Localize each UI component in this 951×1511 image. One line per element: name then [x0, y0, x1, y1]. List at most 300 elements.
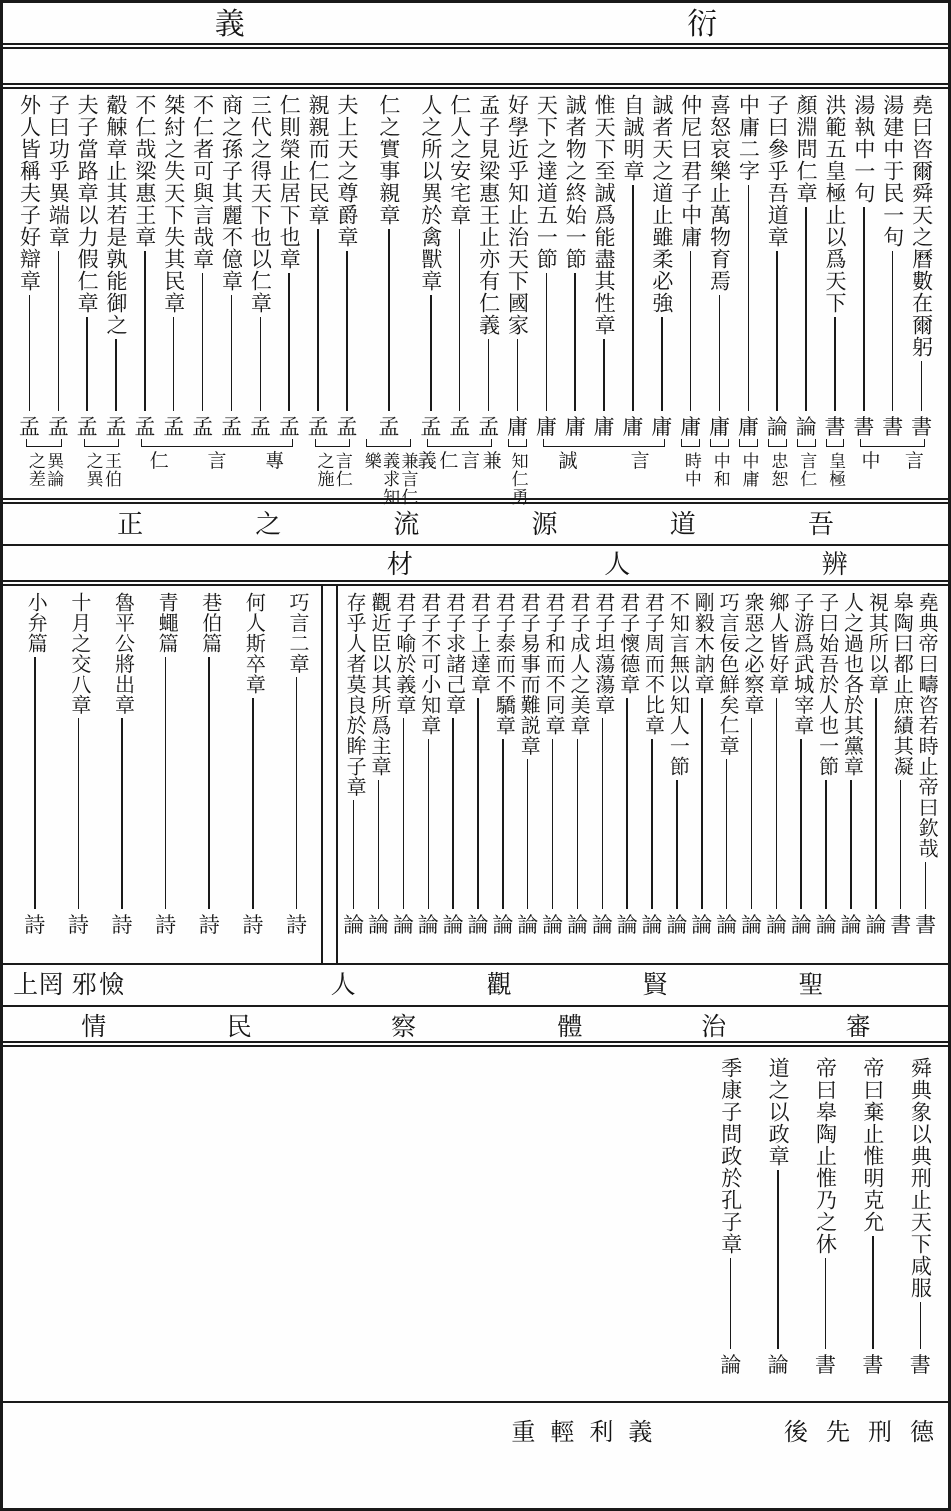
band-char: 衍 [687, 8, 718, 41]
connector-line [502, 739, 504, 910]
group-label: 時中 [681, 452, 701, 488]
group-label: 言仁 [797, 452, 817, 488]
connector-line [552, 739, 554, 910]
chapter-column [821, 94, 850, 439]
chapter-column [275, 94, 304, 439]
source-label: 論 [840, 913, 862, 937]
source-label: 論 [343, 913, 365, 937]
chapter-column [275, 592, 319, 937]
source-label: 詩 [155, 913, 177, 937]
connector-line [517, 339, 519, 411]
chapter-column [714, 592, 739, 937]
group-label [130, 449, 303, 509]
source-label: 書 [882, 415, 904, 439]
source-label: 庸 [593, 415, 615, 439]
chapter-title: 青蠅篇 [155, 592, 178, 654]
connector-line [546, 273, 548, 411]
connector-line [477, 698, 479, 910]
band-char: 刑 [868, 1420, 892, 1446]
group-label-char: 仁 [149, 451, 169, 472]
connector-line [676, 780, 678, 910]
source-label: 孟 [163, 415, 185, 439]
chapter-column [640, 592, 665, 937]
group-bracket [860, 439, 925, 447]
chapter-title: 湯執中一句 [851, 94, 876, 204]
band-char: 道 [669, 510, 696, 539]
chapter-title: 夫上天之尊爵章 [334, 94, 359, 248]
band-char: 民 [226, 1014, 252, 1041]
chapter-title: 湯建中于民一句 [880, 94, 905, 248]
source-label: 庸 [709, 415, 730, 439]
chapter-column [913, 592, 938, 937]
source-label: 論 [566, 913, 588, 937]
source-label: 孟 [478, 415, 500, 439]
connector-line [353, 800, 355, 909]
group-label-char: 專 [265, 451, 285, 472]
section-xian-xie-poems [13, 586, 318, 963]
connector-line [751, 718, 753, 909]
chapter-title: 惟天下至誠爲能盡其性章 [592, 94, 617, 336]
band-char: 先 [826, 1420, 850, 1446]
header-row-sheng-xian-guan-ren [3, 965, 948, 1007]
chapter-title: 夫子當路章以力假仁章 [75, 94, 100, 314]
connector-line [34, 657, 36, 910]
chapter-title: 親親而仁民章 [306, 94, 331, 226]
chapter-column [664, 592, 689, 937]
source-label: 論 [720, 1353, 742, 1377]
chapter-title: 好學近乎知止治天下國家 [505, 94, 530, 336]
source-label: 書 [862, 1353, 884, 1377]
source-label: 庸 [737, 415, 759, 439]
group-bracket [826, 439, 845, 447]
chapter-column [676, 94, 705, 439]
connector-line [863, 207, 865, 411]
source-label: 詩 [67, 913, 89, 937]
blank-band [3, 49, 948, 89]
chapter-title: 不仁哉梁惠王章 [132, 94, 157, 248]
connector-line [202, 273, 204, 411]
chapter-title: 帝曰棄止惟明克允 [860, 1057, 885, 1233]
connector-line [748, 185, 750, 411]
section-de-xing-chapters [707, 1057, 944, 1377]
chapter-column [734, 94, 763, 439]
source-label: 孟 [192, 415, 214, 439]
band-char: 憸 [99, 972, 125, 999]
chapter-title: 君子成人之美章 [566, 592, 589, 736]
source-label: 論 [616, 913, 638, 937]
source-label: 孟 [76, 415, 98, 439]
chapter-title: 君子坦蕩蕩章 [591, 592, 614, 715]
header-row-bian-ren-cai [3, 546, 948, 586]
chapter-column [416, 94, 445, 439]
source-label: 詩 [285, 913, 307, 937]
footer-yi-li-qing-zhong [511, 1421, 652, 1445]
header-row-shen-zhi-ti-cha-min-qing [3, 1007, 948, 1047]
chapter-column [391, 592, 416, 937]
source-label: 論 [492, 913, 514, 937]
chapter-column [188, 94, 217, 439]
chapter-column [707, 1057, 754, 1377]
chapter-title: 堯典帝曰疇咨若時止帝曰欽哉 [915, 592, 938, 859]
band-char: 人 [330, 972, 356, 999]
source-label: 庸 [622, 415, 644, 439]
connector-line [719, 295, 721, 411]
connector-line [459, 229, 461, 411]
source-label: 孟 [278, 415, 300, 439]
band-char: 賢 [642, 972, 668, 999]
connector-line [825, 1258, 827, 1349]
section-sage-observation-chapters [341, 586, 938, 963]
source-label: 孟 [378, 415, 400, 439]
source-label: 孟 [449, 415, 471, 439]
chapter-title: 自誠明章 [620, 94, 645, 182]
group-bracket [141, 439, 292, 447]
band-char: 上 [13, 972, 39, 999]
source-label: 論 [815, 913, 837, 937]
connector-line [626, 698, 628, 910]
band-char: 正 [117, 510, 144, 539]
group-label: 異論之差 [25, 452, 64, 488]
source-label: 論 [392, 913, 414, 937]
group-bracket [315, 439, 351, 447]
chapter-column [849, 94, 878, 439]
band-char: 輕 [550, 1420, 575, 1446]
source-label: 書 [915, 913, 937, 937]
chapter-title: 皋陶曰都止庶績其凝 [890, 592, 913, 777]
group-label [416, 449, 503, 509]
band-char: 義 [628, 1420, 653, 1446]
connector-line [920, 1302, 922, 1349]
chapter-title: 誠者天之道止雖柔必強 [649, 94, 674, 314]
group-label-char: 中 [861, 451, 881, 472]
chapter-column [618, 94, 647, 439]
chapter-column [849, 1057, 896, 1377]
source-label: 論 [766, 415, 788, 439]
source-label: 孟 [249, 415, 271, 439]
chapter-title: 衆惡之必察章 [741, 592, 763, 715]
connector-line [875, 698, 877, 910]
chapter-title: 帝曰皋陶止惟乃之休 [813, 1057, 838, 1255]
group-bracket [427, 439, 492, 447]
group-bracket [739, 439, 758, 447]
source-label: 庸 [506, 415, 528, 439]
chapter-column [863, 592, 888, 937]
band-char: 罔 [38, 972, 64, 999]
source-label: 書 [890, 913, 912, 937]
chapter-title: 鄉人皆好章 [765, 592, 788, 695]
group-label-char: 言 [207, 451, 227, 472]
section-observing-people-chapters [3, 586, 948, 965]
band-char: 治 [701, 1014, 727, 1041]
source-label: 書 [909, 1353, 931, 1377]
chapter-column [474, 94, 503, 439]
chapter-column [814, 592, 839, 937]
connector-line [776, 698, 778, 910]
chapter-column [187, 592, 231, 937]
source-label: 論 [591, 913, 613, 937]
chapter-column [689, 592, 714, 937]
chapter-column [441, 592, 466, 937]
band-char: 觀 [486, 972, 512, 999]
chapter-title: 天下之達道五一節 [534, 94, 559, 270]
chapter-title: 仁人之安宅章 [447, 94, 472, 226]
connector-line [252, 698, 254, 910]
band-char: 之 [255, 510, 282, 539]
band-char: 審 [845, 1014, 871, 1041]
header-row-wu-dao-yuan-liu-zhi-zheng [3, 504, 948, 546]
connector-line [346, 251, 348, 411]
connector-line [800, 739, 802, 910]
chapter-column [231, 592, 275, 937]
page-title [3, 3, 948, 49]
source-label: 論 [865, 913, 887, 937]
section-dao-source-chapters [3, 89, 948, 504]
connector-line [776, 251, 778, 411]
chapter-title: 喜怒哀樂止萬物育焉 [707, 94, 732, 292]
chapter-title: 不知言無以知人一節 [666, 592, 689, 777]
chapter-column [615, 592, 640, 937]
chapter-column [888, 592, 913, 937]
group-label-char: 義 [417, 451, 437, 472]
chapter-column [515, 592, 540, 937]
chapter-title: 商之孫子其麗不億章 [219, 94, 244, 292]
connector-line [115, 339, 117, 411]
group-label-char: 兼 [482, 451, 502, 472]
group-label: 王伯之異 [83, 452, 121, 488]
source-label: 論 [467, 913, 489, 937]
band-char: 重 [511, 1420, 536, 1446]
connector-line [78, 718, 80, 909]
chapter-title: 道之以政章 [766, 1057, 791, 1167]
connector-line [602, 718, 604, 909]
chapter-column [333, 94, 362, 439]
chapter-column [739, 592, 764, 937]
chapter-column [361, 94, 416, 439]
connector-line [260, 317, 262, 411]
connector-line [317, 229, 319, 411]
chapter-column [532, 94, 561, 439]
connector-line [430, 295, 432, 411]
group-bracket [681, 439, 700, 447]
band-char: 義 [214, 8, 245, 41]
connector-line [488, 339, 490, 411]
chapter-column [445, 94, 474, 439]
group-bracket [543, 439, 665, 447]
source-label: 孟 [47, 415, 69, 439]
group-label-char: 言 [461, 451, 481, 472]
group-bracket [26, 439, 62, 447]
connector-line [900, 780, 902, 910]
source-label: 論 [641, 913, 663, 937]
chapter-title: 三代之得天下也以仁章 [248, 94, 273, 314]
chapter-column [100, 592, 144, 937]
connector-line [173, 317, 175, 411]
source-label: 孟 [220, 415, 242, 439]
source-label: 論 [542, 913, 564, 937]
chapter-title: 君子易事而難説章 [517, 592, 540, 756]
connector-line [632, 185, 634, 411]
chapter-title: 誠者物之終始一節 [563, 94, 588, 270]
group-bracket [768, 439, 787, 447]
chapter-title: 子曰參乎吾道章 [765, 94, 790, 248]
chapter-column [789, 592, 814, 937]
group-label [849, 449, 936, 509]
chapter-title: 季康子問政於孔子章 [718, 1057, 743, 1255]
chapter-column [466, 592, 491, 937]
chapter-title: 君子泰而不驕章 [492, 592, 515, 736]
connector-line [527, 759, 529, 909]
chapter-title: 君子求諸己章 [442, 592, 465, 715]
chapter-title: 人之過也各於其黨章 [840, 592, 863, 777]
connector-line [296, 677, 298, 909]
source-label: 孟 [336, 415, 358, 439]
group-label: 知仁勇 [508, 452, 528, 506]
band-char: 聖 [798, 972, 824, 999]
connector-line [805, 207, 807, 411]
chapter-title: 魯平公將出章 [111, 592, 134, 715]
source-label: 論 [790, 913, 812, 937]
band-char: 人 [604, 550, 631, 579]
band-char: 察 [391, 1014, 417, 1041]
chapter-column [246, 94, 275, 439]
chapter-title: 仁則榮止居下也章 [277, 94, 302, 270]
chapter-title: 子曰功乎異端章 [46, 94, 71, 248]
band-char: 辨 [821, 550, 848, 579]
connector-line [231, 295, 233, 411]
chapter-column [565, 592, 590, 937]
connector-line [892, 251, 894, 411]
chapter-column [802, 1057, 849, 1377]
connector-line [121, 718, 123, 909]
chapter-column [764, 592, 789, 937]
chapter-title: 君子和而不同章 [542, 592, 565, 736]
chapter-column [754, 1057, 801, 1377]
source-label: 孟 [18, 415, 40, 439]
source-label: 孟 [105, 415, 127, 439]
chapter-title: 洪範五皇極止以爲天下 [822, 94, 847, 314]
chapter-title: 外人皆稱夫子好辯章 [17, 94, 42, 292]
chapter-title: 君子喻於義章 [392, 592, 415, 715]
group-label [532, 449, 676, 509]
chapter-column [878, 94, 907, 439]
connector-line [29, 295, 31, 411]
source-label: 論 [741, 913, 762, 937]
band-char: 德 [910, 1420, 934, 1446]
chapter-title: 存乎人者莫良於眸子章 [343, 592, 366, 797]
band-char: 情 [81, 1014, 107, 1041]
source-label: 孟 [134, 415, 156, 439]
chapter-title: 小弁篇 [24, 592, 47, 654]
source-label: 書 [911, 415, 933, 439]
chapter-title: 剛毅木訥章 [691, 592, 714, 695]
chapter-title: 君子不可小知章 [417, 592, 440, 736]
chapter-column [13, 592, 57, 937]
chapter-column [897, 1057, 944, 1377]
chapter-column [130, 94, 159, 439]
connector-line [850, 780, 852, 910]
connector-line [925, 862, 927, 910]
connector-line [825, 780, 827, 910]
source-label: 庸 [564, 415, 586, 439]
connector-line [378, 780, 380, 910]
chapter-title: 君子周而不比章 [641, 592, 664, 736]
connector-line [288, 273, 290, 411]
band-char: 材 [386, 550, 413, 579]
chapter-title: 視其所以章 [865, 592, 888, 695]
source-label: 庸 [535, 415, 557, 439]
connector-line [144, 251, 146, 411]
connector-line [388, 229, 390, 411]
source-label: 詩 [242, 913, 264, 937]
connector-line [86, 317, 88, 411]
connector-line [208, 657, 210, 910]
connector-line [921, 361, 923, 411]
chapter-title: 顏淵問仁章 [794, 94, 819, 204]
group-label-char: 言 [630, 451, 650, 472]
chapter-title: 仁之實事親章 [376, 94, 401, 226]
source-label: 論 [666, 913, 688, 937]
connector-line [726, 759, 728, 909]
chapter-title: 堯曰咨爾舜天之曆數在爾躬 [909, 94, 934, 358]
chapter-column [44, 94, 73, 439]
band-char: 後 [784, 1420, 808, 1446]
connector-line [603, 339, 605, 411]
connector-line [452, 718, 454, 909]
connector-line [690, 251, 692, 411]
source-label: 孟 [307, 415, 329, 439]
chapter-title: 孟子見梁惠王止亦有仁義 [476, 94, 501, 336]
chapter-column [102, 94, 131, 439]
source-label: 論 [765, 913, 787, 937]
group-bracket [710, 439, 729, 447]
chapter-column [15, 94, 44, 439]
chapter-column [159, 94, 188, 439]
group-bracket [508, 439, 527, 447]
source-label: 詩 [24, 913, 46, 937]
chapter-title: 君子上達章 [467, 592, 490, 695]
chapter-title: 子曰始吾於人也一節 [815, 592, 838, 777]
connector-line [730, 1258, 732, 1349]
connector-line [428, 739, 430, 910]
group-label: 中和 [710, 452, 730, 488]
footer-row-de-xing-yi-li [3, 1403, 948, 1480]
chapter-title: 不仁者可與言哉章 [190, 94, 215, 270]
chapter-column [341, 592, 366, 937]
chapter-column [590, 592, 615, 937]
chapter-column [490, 592, 515, 937]
connector-line [58, 251, 60, 411]
connector-line [165, 657, 167, 910]
group-label: 中庸 [739, 452, 759, 488]
source-label: 論 [417, 913, 439, 937]
chapter-column [217, 94, 246, 439]
chapter-column [792, 94, 821, 439]
source-label: 論 [795, 415, 817, 439]
chapter-column [705, 94, 734, 439]
band-char: 利 [589, 1420, 614, 1446]
source-label: 書 [824, 415, 846, 439]
group-bracket [84, 439, 120, 447]
group-label-char: 仁 [439, 451, 459, 472]
chapter-column [144, 592, 188, 937]
chapter-title: 桀紂之失天下失其民章 [161, 94, 186, 314]
connector-line [651, 739, 653, 910]
group-label-char: 誠 [558, 451, 578, 472]
group-label-char: 言 [904, 451, 924, 472]
source-label: 論 [716, 913, 738, 937]
band-char: 體 [557, 1014, 583, 1041]
connector-line [574, 273, 576, 411]
